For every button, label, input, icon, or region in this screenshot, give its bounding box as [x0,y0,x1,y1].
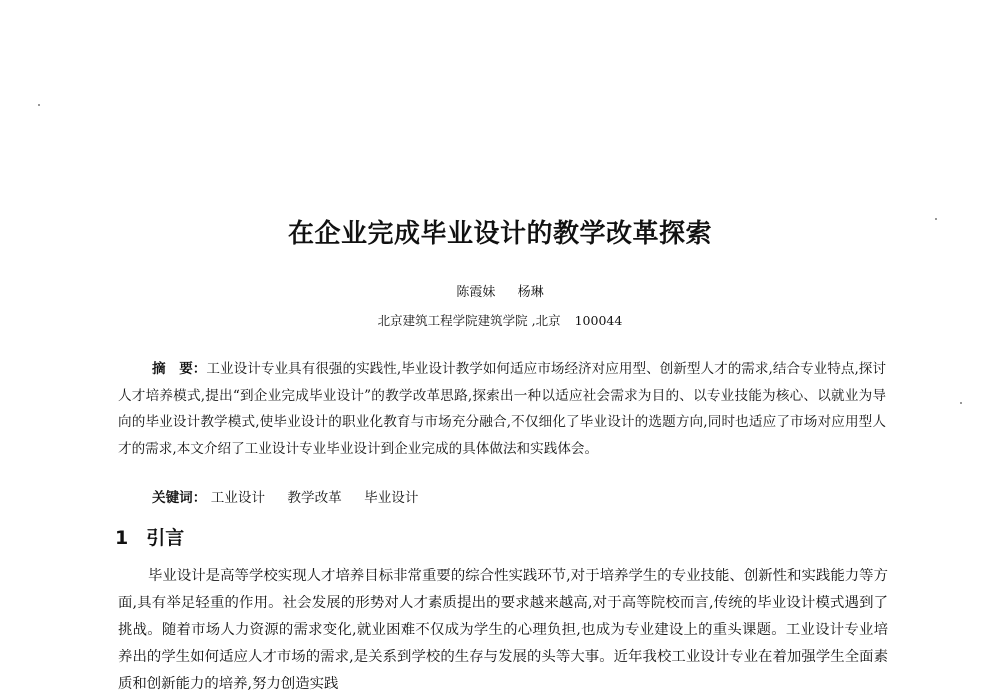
scan-speck [38,104,40,106]
postcode: 100044 [574,313,623,328]
affiliation-line [0,312,1000,330]
keyword: 教学改革 [287,490,342,506]
scan-speck [960,402,962,404]
affiliation-name: 北京建筑工程学院建筑学院 ,北京 [377,313,561,328]
body-paragraph: 毕业设计是高等学校实现人才培养目标非常重要的综合性实践环节,对于培养学生的专业技能、创新性和实践能力等方面,具有举足轻重的作用。社会发展的形势对人才素质提出的要求越来越高,对于高等院校而言,传统的毕业设计模式遇到了挑战。随着市场人力资源的需求变化,就业困难不仅成为学生的心理负担,也成为专业建设上的重头课题。工业设计专业培养出的学生如何适应人才市场的需求,是关系到学校的生存与发展的头等大事。近年我校工业设计专业在着加强学生全面素质和创新能力的培养,努力创造实践 [118,568,888,692]
keyword: 毕业设计 [364,490,419,506]
author-line [0,284,1000,302]
keyword: 工业设计 [210,490,266,506]
author-name: 杨琳 [517,285,544,300]
section-title: 引言 [146,527,185,549]
abstract-text: 工业设计专业具有很强的实践性,毕业设计教学如何适应市场经济对应用型、创新型人才的需求,结合专业特点,探讨人才培养模式,提出“到企业完成毕业设计”的教学改革思路,探索出一种以适应社会需求为目的、以专业技能为核心、以就业为导向的毕业设计教学模式,使毕业设计的职业化教育与市场充分融合,不仅细化了毕业设计的选题方向,同时也适应了市场对应用型人才的需求,本文介绍了工业设计专业毕业设计到企业完成的具体做法和实践体会。 [118,361,886,457]
abstract-label: 摘 要： [152,361,207,377]
keywords-label: 关键词： [152,490,207,506]
section-heading [115,524,184,552]
keywords-line [152,488,436,508]
author-name: 陈霞妹 [456,285,496,300]
section-number: 1 [115,527,129,549]
abstract [118,356,886,462]
paper-title: 在企业完成毕业设计的教学改革探索 [287,219,712,249]
